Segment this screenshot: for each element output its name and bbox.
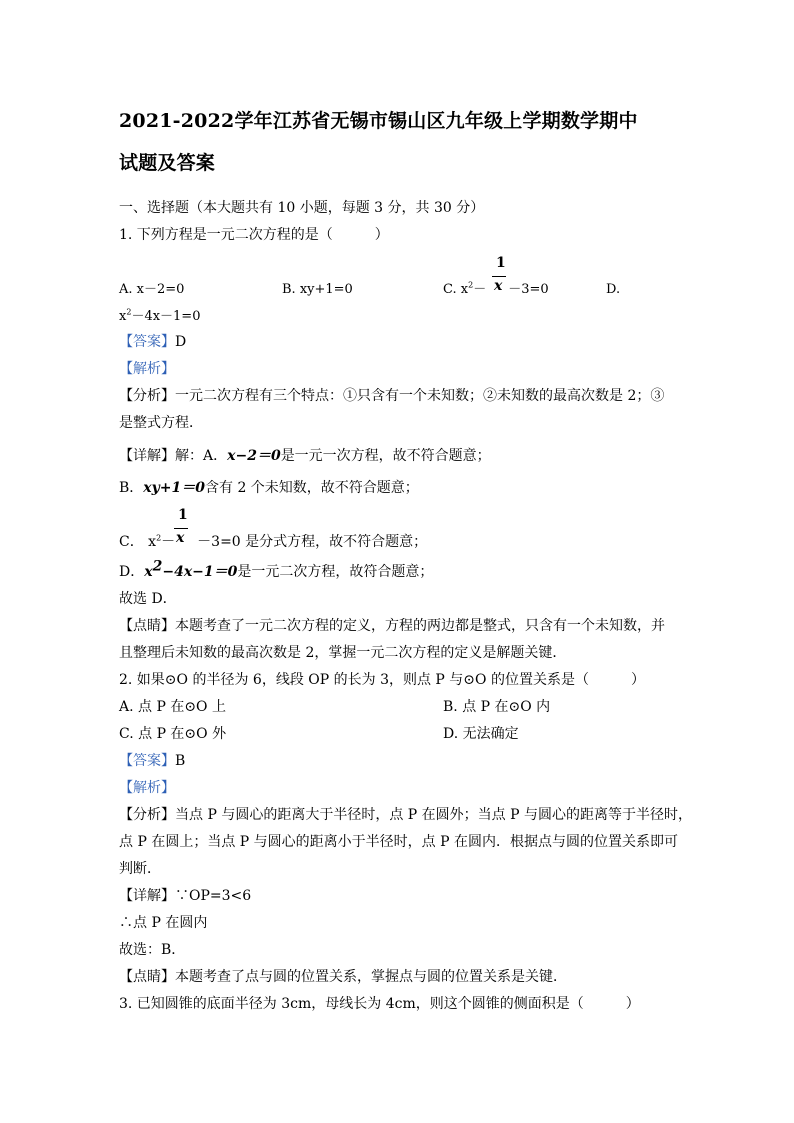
- q3-stem: 3. 已知圆锥的底面半径为 3cm，母线长为 4cm，则这个圆锥的侧面积是（ ）: [119, 996, 640, 1012]
- q1-option-c-frac-denominator: x: [494, 278, 503, 294]
- q1-choose: 故选 D．: [119, 591, 177, 607]
- q1-dianjing-line1: 【点睛】本题考查了一元二次方程的定义，方程的两边都是整式，只含有一个未知数，并: [119, 618, 665, 634]
- q1-option-d-label: D.: [606, 282, 621, 297]
- q2-stem: 2. 如果⊙O 的半径为 6，线段 OP 的长为 3，则点 P 与⊙O 的位置关系是（ ）: [119, 672, 645, 688]
- q2-detail: 【详解】∵OP=3<6: [119, 888, 252, 904]
- q1-option-c: C. $x^2- -3=0$: [443, 280, 549, 297]
- answer-tag: 【答案】: [119, 334, 175, 350]
- q1-dianjing-line2: 且整理后未知数的最高次数是 2，掌握一元二次方程的定义是解题关键．: [119, 645, 567, 661]
- q1-fenxi-line1: 【分析】一元二次方程有三个特点：①只含有一个未知数；②未知数的最高次数是 2；③: [119, 388, 665, 404]
- q2-answer: 【答案】B: [119, 753, 186, 769]
- document-title-line1: 2021-2022学年江苏省无锡市锡山区九年级上学期数学期中: [119, 110, 638, 132]
- q2-option-c: C. 点 P 在⊙O 外: [119, 726, 227, 742]
- q1-detail-d: D．$x^2-4x-1=0$是一元二次方程，故符合题意；: [119, 558, 434, 580]
- q1-fenxi-line2: 是整式方程．: [119, 415, 203, 431]
- q1-detail-c: C． $x^2- -3=0$ 是分式方程，故不符合题意；: [119, 533, 428, 550]
- q1-detail-b: B．xy+1＝0含有 2 个未知数，故不符合题意；: [119, 480, 419, 496]
- q1-option-c-frac-numerator: 1: [496, 255, 506, 271]
- section-header: 一、选择题（本大题共有 10 小题，每题 3 分，共 30 分）: [119, 200, 485, 216]
- q1-detail-a: 【详解】解：A．x−2＝0是一元一次方程，故不符合题意；: [119, 448, 491, 464]
- q2-fenxi-line2: 点 P 在圆上；当点 P 与圆心的距离小于半径时，点 P 在圆内．根据点与圆的位置关系即可: [119, 834, 678, 850]
- q1-detail-c-frac-denominator: x: [176, 530, 185, 546]
- answer-tag: 【答案】: [119, 753, 175, 769]
- q2-option-d: D. 无法确定: [443, 726, 519, 742]
- q1-option-b: B. xy+1=0: [282, 282, 353, 297]
- document-title-line2: 试题及答案: [119, 152, 216, 174]
- q2-dianjing: 【点睛】本题考查了点与圆的位置关系，掌握点与圆的位置关系是关键．: [119, 969, 567, 985]
- q2-analysis-tag: 【解析】: [119, 780, 175, 796]
- q1-detail-c-frac-numerator: 1: [178, 507, 188, 523]
- q1-detail-c-frac-bar: [174, 528, 188, 529]
- q1-option-c-frac-bar: [492, 276, 506, 277]
- q2-choose: 故选：B．: [119, 942, 186, 958]
- q1-answer: 【答案】D: [119, 334, 187, 350]
- q2-fenxi-line1: 【分析】当点 P 与圆心的距离大于半径时，点 P 在圆外；当点 P 与圆心的距离等于半径时，: [119, 807, 692, 823]
- q1-option-d-expression: $x^2-4x-1=0$: [119, 307, 201, 324]
- q2-option-b: B. 点 P 在⊙O 内: [443, 699, 551, 715]
- q2-option-a: A. 点 P 在⊙O 上: [119, 699, 226, 715]
- q1-analysis-tag: 【解析】: [119, 361, 175, 377]
- q2-therefore: ∴点 P 在圆内: [119, 915, 208, 931]
- q1-option-a: A. x－2=0: [119, 282, 185, 297]
- q1-stem: 1. 下列方程是一元二次方程的是（ ）: [119, 227, 389, 243]
- q2-fenxi-line3: 判断．: [119, 861, 161, 877]
